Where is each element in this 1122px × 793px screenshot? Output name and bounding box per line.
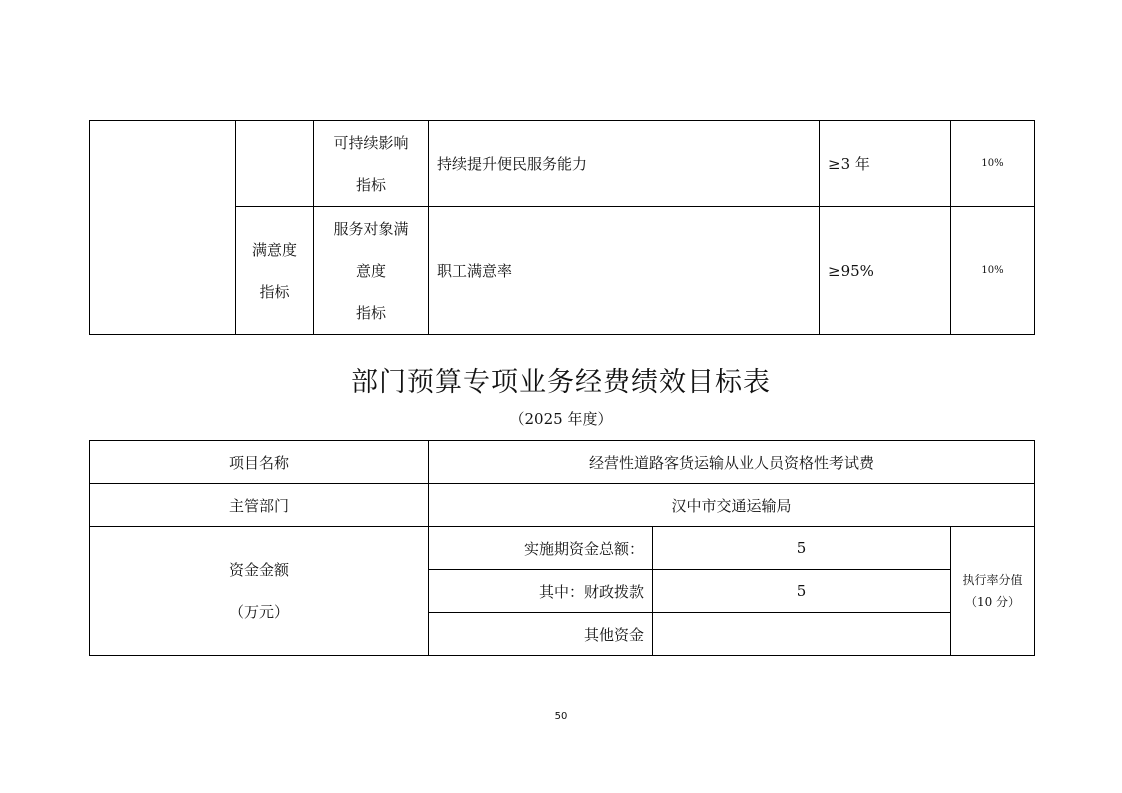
- execution-label-line-1: 执行率分值: [962, 573, 1023, 587]
- category-line-2: 指标: [259, 282, 290, 301]
- sub-category-line-3: 指标: [355, 303, 386, 322]
- performance-indicator-table-continued: [89, 120, 1035, 335]
- funding-label-line-2: （万元）: [228, 603, 289, 621]
- satisfaction-sub-category-cell: [314, 207, 429, 335]
- fiscal-appropriation-label: 其中：财政拨款: [429, 570, 653, 613]
- page-number: 50: [554, 711, 568, 722]
- weight-cell: 10%: [951, 121, 1035, 207]
- weight-cell: 10%: [951, 207, 1035, 335]
- project-info-table: [89, 440, 1035, 656]
- third-level-indicator-cell: [314, 121, 429, 207]
- target-value-cell: ≥95%: [820, 207, 951, 335]
- sub-category-line-1: 服务对象满: [333, 219, 409, 238]
- document-subtitle: （2025 年度）: [509, 410, 613, 428]
- sub-category-line-2: 指标: [355, 175, 386, 194]
- sub-category-line-1: 可持续影响: [333, 133, 409, 152]
- department-value: 汉中市交通运输局: [429, 484, 1035, 527]
- second-level-indicator-cell: [236, 121, 314, 207]
- satisfaction-category-cell: [236, 207, 314, 335]
- department-label: 主管部门: [90, 484, 429, 527]
- total-funding-value: 5: [653, 527, 951, 570]
- total-funding-label: 实施期资金总额：: [429, 527, 653, 570]
- funding-label-line-1: 资金金额: [228, 561, 289, 579]
- other-funding-value: [653, 613, 951, 656]
- first-level-indicator-cell: [90, 121, 236, 335]
- execution-label-line-2: （10 分）: [964, 595, 1021, 609]
- funding-label-cell: [90, 527, 429, 656]
- document-title: 部门预算专项业务经费绩效目标表: [351, 367, 771, 398]
- indicator-cell: 持续提升便民服务能力: [429, 121, 820, 207]
- other-funding-label: 其他资金: [429, 613, 653, 656]
- project-name-value: 经营性道路客货运输从业人员资格性考试费: [429, 441, 1035, 484]
- fiscal-appropriation-value: 5: [653, 570, 951, 613]
- project-name-label: 项目名称: [90, 441, 429, 484]
- category-line-1: 满意度: [251, 240, 297, 259]
- sub-category-line-2: 意度: [355, 261, 386, 280]
- target-value-cell: ≥3 年: [820, 121, 951, 207]
- indicator-cell: 职工满意率: [429, 207, 820, 335]
- execution-rate-score-cell: [951, 527, 1035, 656]
